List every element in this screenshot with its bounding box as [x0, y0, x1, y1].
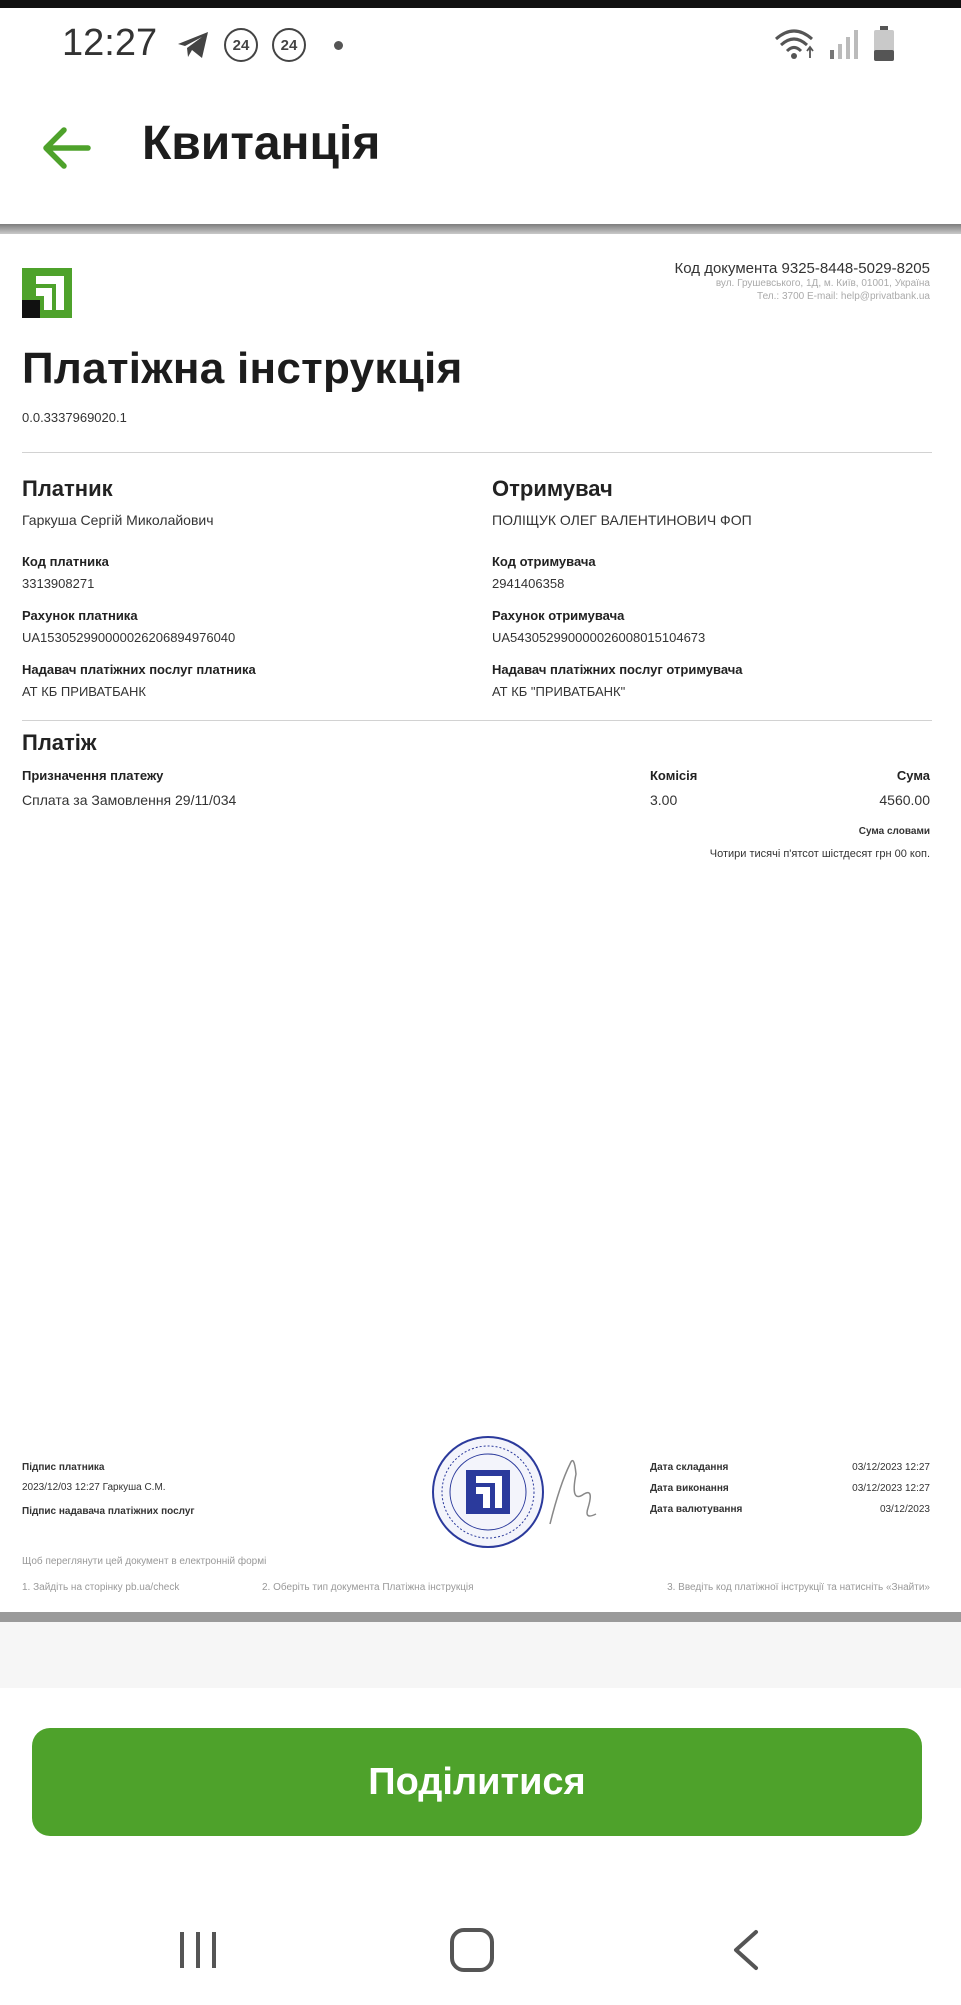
back-icon[interactable] — [728, 1928, 764, 1972]
status-bar — [0, 0, 961, 80]
value-date-value: 03/12/2023 — [879, 1504, 930, 1515]
payer-provider-label: Надавач платіжних послуг платника — [22, 662, 256, 677]
recipient-name: ПОЛІЩУК ОЛЕГ ВАЛЕНТИНОВИЧ ФОП — [492, 512, 752, 528]
app-header — [0, 80, 961, 226]
recipient-provider-label: Надавач платіжних послуг отримувача — [492, 662, 743, 677]
wifi-icon — [773, 27, 815, 61]
check-step-3: 3. Введіть код платіжної інструкції та натисніть «Знайти» — [667, 1582, 930, 1593]
system-nav-bar — [0, 1896, 961, 2005]
recipient-heading: Отримувач — [492, 476, 613, 501]
value-date-label: Дата валютування — [650, 1504, 743, 1515]
payment-purpose-value: Сплата за Замовлення 29/11/034 — [22, 792, 237, 808]
check-hint: Щоб переглянути цей документ в електронній формі — [22, 1556, 267, 1567]
page-title: Квитанція — [142, 117, 381, 170]
recipient-code-label: Код отримувача — [492, 554, 596, 569]
document-code-block — [675, 260, 930, 303]
sum-words-label: Сума словами — [858, 826, 930, 837]
arrow-left-icon — [38, 120, 94, 176]
check-step-2: 2. Оберіть тип документа Платіжна інструкція — [262, 1582, 474, 1593]
sum-words-value: Чотири тисячі п'ятсот шістдесят грн 00 коп. — [709, 848, 930, 860]
signature-icon — [540, 1444, 600, 1534]
telegram-icon — [176, 30, 210, 60]
executed-date-label: Дата виконання — [650, 1483, 729, 1494]
payer-sign-value: 2023/12/03 12:27 Гаркуша С.М. — [22, 1482, 166, 1493]
document-code: Код документа 9325-8448-5029-8205 — [674, 260, 930, 277]
status-time: 12:27 — [62, 22, 158, 64]
document-gap — [0, 1622, 961, 1688]
payment-purpose-label: Призначення платежу — [22, 768, 164, 783]
executed-date-value: 03/12/2023 12:27 — [852, 1483, 930, 1494]
notification-badge-24: 24 — [224, 28, 258, 62]
recipient-account-value: UA543052990000026008015104673 — [492, 630, 706, 645]
share-button[interactable]: Поділитися — [32, 1728, 922, 1836]
battery-icon — [873, 26, 895, 62]
home-icon[interactable] — [450, 1928, 494, 1972]
receipt-document — [0, 234, 961, 1614]
created-date-value: 03/12/2023 12:27 — [852, 1462, 930, 1473]
commission-value: 3.00 — [650, 792, 678, 808]
sum-value: 4560.00 — [879, 792, 930, 808]
payer-provider-value: АТ КБ ПРИВАТБАНК — [22, 684, 146, 699]
payer-code-label: Код платника — [22, 554, 109, 569]
status-notifications — [176, 28, 343, 62]
back-button[interactable] — [38, 120, 94, 176]
check-step-1: 1. Зайдіть на сторінку pb.ua/check — [22, 1582, 180, 1593]
document-bottom-edge — [0, 1612, 961, 1622]
bank-address: вул. Грушевського, 1Д, м. Київ, 01001, Україна — [715, 278, 930, 289]
more-notifications-dot — [334, 41, 343, 50]
recipient-provider-value: АТ КБ "ПРИВАТБАНК" — [492, 684, 626, 699]
privatbank-logo-icon — [22, 268, 72, 318]
signal-icon — [829, 28, 859, 60]
payer-account-label: Рахунок платника — [22, 608, 138, 623]
bank-stamp-icon — [430, 1434, 546, 1550]
recipient-code-value: 2941406358 — [492, 576, 565, 591]
payer-heading: Платник — [22, 476, 113, 501]
commission-label: Комісія — [650, 768, 698, 783]
payment-heading: Платіж — [22, 730, 97, 755]
created-date-label: Дата складання — [650, 1462, 729, 1473]
notification-badge-24-second: 24 — [272, 28, 306, 62]
header-divider — [0, 224, 961, 234]
document-number: 0.0.3337969020.1 — [22, 410, 127, 425]
recent-apps-icon[interactable] — [176, 1930, 220, 1970]
document-title: Платіжна інструкція — [22, 344, 463, 393]
payer-code-value: 3313908271 — [22, 576, 95, 591]
sum-label: Сума — [896, 768, 930, 783]
status-system-icons — [773, 26, 895, 62]
recipient-account-label: Рахунок отримувача — [492, 608, 625, 623]
payer-name: Гаркуша Сергій Миколайович — [22, 512, 214, 528]
payer-sign-label: Підпис платника — [22, 1462, 105, 1473]
payer-account-value: UA153052990000026206894976040 — [22, 630, 236, 645]
divider — [22, 720, 932, 721]
bank-contacts: Тел.: 3700 E-mail: help@privatbank.ua — [757, 291, 930, 302]
divider — [22, 452, 932, 453]
provider-sign-label: Підпис надавача платіжних послуг — [22, 1506, 195, 1517]
